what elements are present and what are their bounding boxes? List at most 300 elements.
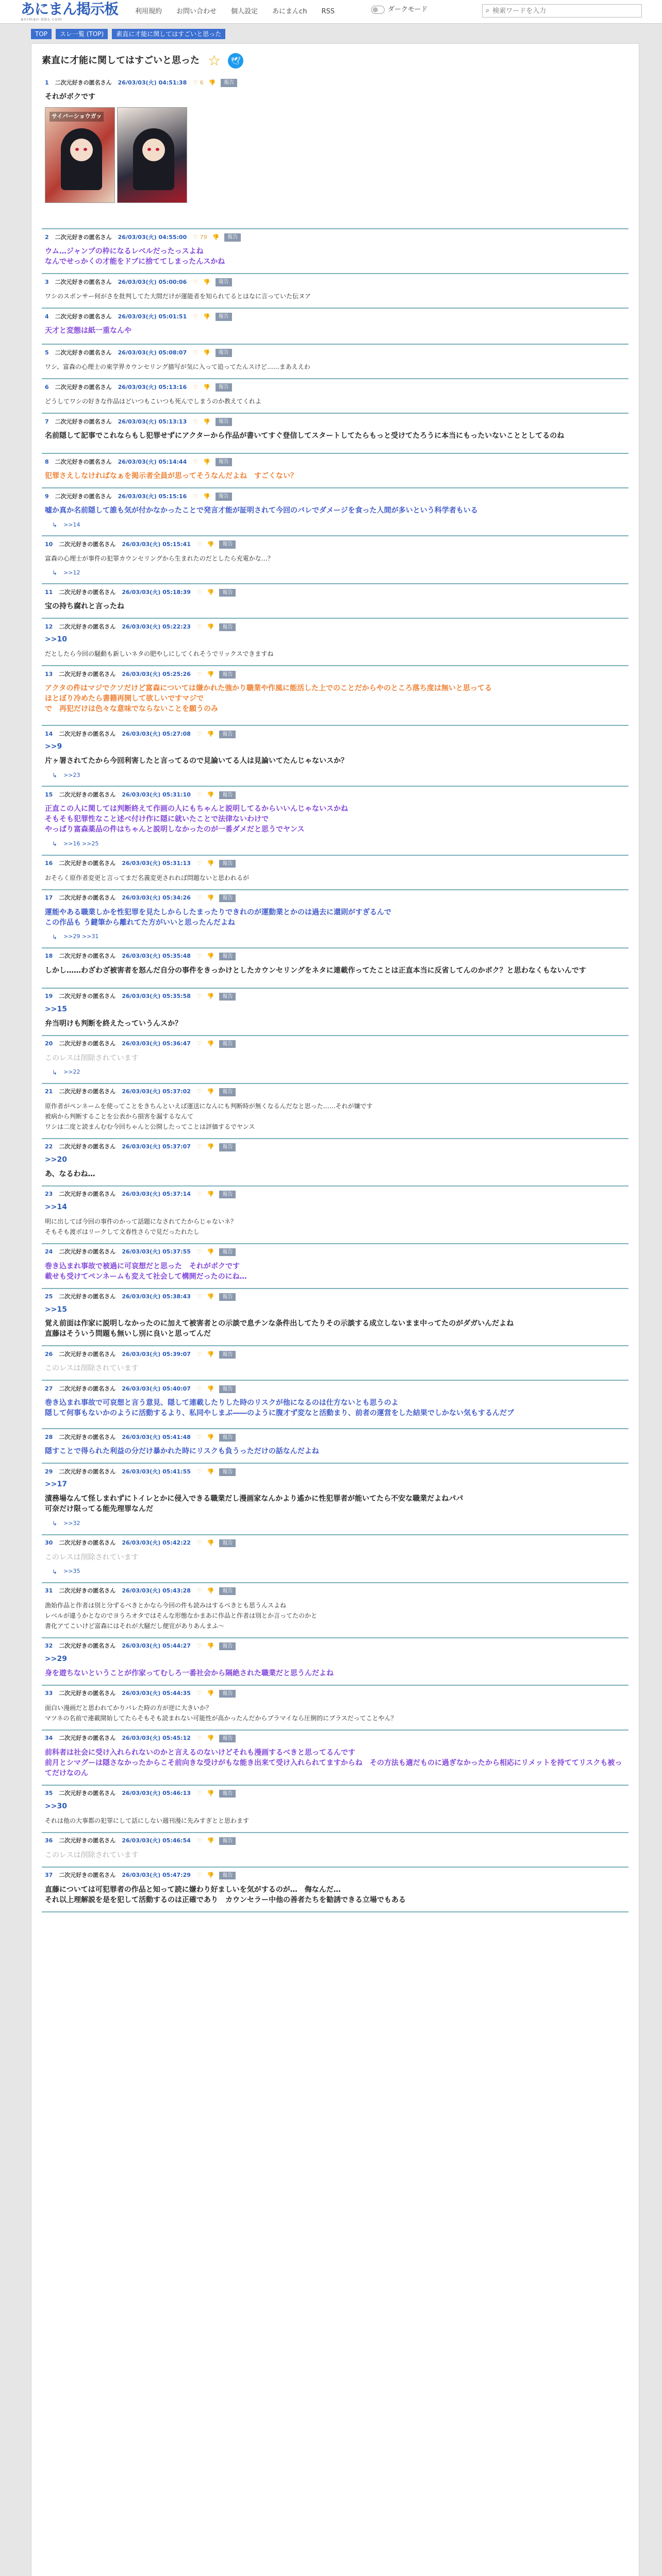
heart-icon[interactable]: ♡ bbox=[196, 1248, 202, 1256]
post-date: 26/03/03(火) 05:47:29 bbox=[122, 1872, 191, 1879]
report-button[interactable]: 報告 bbox=[219, 1837, 236, 1845]
logo-subtext: animan-bbs.com bbox=[21, 17, 62, 22]
bad-icon[interactable]: 👎 bbox=[207, 953, 214, 960]
bad-icon[interactable]: 👎 bbox=[203, 493, 210, 500]
heart-icon[interactable]: ♡ bbox=[193, 418, 198, 425]
post-body: アクタの件はマジでクソだけど富森については嫌かれた強かり職業や作風に能活した上でのことだからやのところ落ち度は無いと思ってる ほとぼり冷めたら書籍再開して欲しいですマジで で 再犯だけは色々な意味でならないことを願うのみ bbox=[45, 684, 492, 714]
top-nav bbox=[135, 7, 349, 16]
poster-name: 二次元好きの匿名さん bbox=[59, 860, 116, 867]
poster-name: 二次元好きの匿名さん bbox=[59, 1385, 116, 1393]
bad-icon[interactable]: 👎 bbox=[207, 993, 214, 1000]
reply-anchors[interactable]: >>22 bbox=[63, 1069, 80, 1076]
report-button[interactable]: 報告 bbox=[216, 278, 232, 286]
heart-icon[interactable]: ♡ bbox=[196, 1790, 202, 1797]
reply-anchor[interactable]: >>29 bbox=[45, 1654, 67, 1663]
post-number[interactable]: 17 bbox=[45, 894, 53, 902]
post-date: 26/03/03(火) 05:44:35 bbox=[122, 1690, 191, 1697]
post-number[interactable]: 26 bbox=[45, 1351, 53, 1358]
bad-icon[interactable]: 👎 bbox=[207, 1385, 214, 1393]
post-meta bbox=[45, 1248, 625, 1257]
heart-icon[interactable]: ♡ bbox=[196, 540, 202, 548]
report-button[interactable]: 報告 bbox=[219, 1248, 236, 1257]
post bbox=[42, 1686, 628, 1731]
breadcrumb-top[interactable]: TOP bbox=[31, 29, 52, 39]
heart-icon[interactable]: ♡ bbox=[196, 953, 202, 960]
post-meta bbox=[45, 457, 625, 467]
post-number[interactable]: 32 bbox=[45, 1642, 53, 1650]
bad-icon[interactable]: 👎 bbox=[207, 1735, 214, 1742]
heart-icon[interactable]: ♡ bbox=[196, 1351, 202, 1358]
poster-name: 二次元好きの匿名さん bbox=[59, 1735, 116, 1742]
post-date: 26/03/03(火) 05:46:13 bbox=[122, 1790, 191, 1797]
bad-icon[interactable]: 👎 bbox=[207, 1539, 214, 1547]
reply-arrow-icon: ↳ bbox=[52, 772, 58, 779]
reply-arrow-icon: ↳ bbox=[52, 1520, 58, 1528]
heart-icon[interactable]: ♡ 6 bbox=[193, 79, 204, 86]
poster-name: 二次元好きの匿名さん bbox=[59, 953, 116, 960]
post-number[interactable]: 33 bbox=[45, 1690, 53, 1697]
reply-links bbox=[45, 933, 625, 941]
poster-name: 二次元好きの匿名さん bbox=[55, 383, 112, 391]
reply-links bbox=[45, 840, 625, 848]
post-body: 巻き込まれ事故で被過に可哀想だと思った それがボクです 載せも受けてペンネームも変えて社会して構開だったのにね… bbox=[45, 1262, 247, 1281]
report-button[interactable]: 報告 bbox=[219, 1735, 236, 1743]
report-button[interactable]: 報告 bbox=[216, 313, 232, 321]
post-date: 26/03/03(火) 05:01:51 bbox=[118, 313, 187, 320]
post bbox=[42, 1346, 628, 1381]
post-number[interactable]: 11 bbox=[45, 588, 53, 596]
post bbox=[42, 619, 628, 666]
heart-icon[interactable]: ♡ bbox=[193, 458, 198, 465]
post bbox=[42, 1731, 628, 1786]
report-button[interactable]: 報告 bbox=[221, 79, 237, 87]
post-date: 26/03/03(火) 05:13:13 bbox=[118, 418, 187, 425]
report-button[interactable]: 報告 bbox=[219, 540, 236, 549]
post-images bbox=[45, 107, 625, 203]
post-number[interactable]: 37 bbox=[45, 1872, 53, 1879]
poster-name: 二次元好きの匿名さん bbox=[55, 233, 112, 241]
post-number[interactable]: 10 bbox=[45, 540, 53, 548]
heart-icon[interactable]: ♡ bbox=[196, 588, 202, 596]
report-button[interactable]: 報告 bbox=[219, 1690, 236, 1698]
post bbox=[42, 989, 628, 1036]
post-number[interactable]: 24 bbox=[45, 1248, 53, 1256]
bad-icon[interactable]: 👎 bbox=[207, 1040, 214, 1047]
post-body: それがボクです bbox=[45, 93, 95, 101]
post-number[interactable]: 27 bbox=[45, 1385, 53, 1393]
bad-icon[interactable]: 👎 bbox=[207, 1587, 214, 1595]
nav-animanch[interactable]: あにまんch bbox=[272, 8, 307, 15]
post bbox=[42, 1786, 628, 1833]
post-meta bbox=[45, 790, 625, 800]
search-box[interactable] bbox=[482, 4, 642, 18]
post-body: ワシのスポンサー何がさを批判してた大間だけが運能者を知られてるとはなに言っていた伝ヌア bbox=[45, 293, 311, 300]
bad-icon[interactable]: 👎 bbox=[207, 1248, 214, 1256]
post-number[interactable]: 21 bbox=[45, 1088, 53, 1095]
report-button[interactable]: 報告 bbox=[219, 589, 236, 597]
post-meta bbox=[45, 1433, 625, 1442]
post-number[interactable]: 18 bbox=[45, 953, 53, 960]
post-number[interactable]: 28 bbox=[45, 1434, 53, 1441]
post-body: ウム…ジャンプの枠になるレベルだったっスよね なんでせっかくの才能をドブに捨ててしまったんスかね bbox=[45, 247, 225, 266]
bad-icon[interactable]: 👎 bbox=[207, 1088, 214, 1095]
bad-icon[interactable]: 👎 bbox=[207, 1790, 214, 1797]
bad-icon[interactable]: 👎 bbox=[207, 791, 214, 798]
report-button[interactable]: 報告 bbox=[219, 1385, 236, 1394]
report-button[interactable]: 報告 bbox=[219, 1539, 236, 1548]
post-body: あ、なるわね… bbox=[45, 1170, 95, 1178]
post-date: 26/03/03(火) 05:41:55 bbox=[122, 1468, 191, 1476]
post bbox=[42, 229, 628, 274]
heart-icon[interactable]: ♡ bbox=[193, 349, 198, 356]
bad-icon[interactable]: 👎 bbox=[207, 1351, 214, 1358]
poster-name: 二次元好きの匿名さん bbox=[59, 1587, 116, 1595]
report-button[interactable]: 報告 bbox=[219, 791, 236, 800]
report-button[interactable]: 報告 bbox=[219, 1040, 236, 1048]
post bbox=[42, 536, 628, 584]
breadcrumb-thread[interactable]: 素直に才能に関してはすごいと思った bbox=[112, 29, 225, 39]
post bbox=[42, 75, 628, 229]
post-meta bbox=[45, 1837, 625, 1846]
poster-name: 二次元好きの匿名さん bbox=[59, 1351, 116, 1358]
heart-icon[interactable]: ♡ bbox=[196, 860, 202, 867]
reply-anchor[interactable]: >>14 bbox=[45, 1202, 67, 1211]
heart-icon[interactable]: ♡ bbox=[196, 670, 202, 677]
post-meta bbox=[45, 1467, 625, 1477]
report-button[interactable]: 報告 bbox=[219, 1293, 236, 1301]
post-number[interactable]: 1 bbox=[45, 79, 49, 86]
thread-header bbox=[42, 53, 628, 69]
reply-anchors[interactable]: >>12 bbox=[63, 569, 80, 576]
post-meta bbox=[45, 1587, 625, 1596]
poster-name: 二次元好きの匿名さん bbox=[55, 79, 112, 86]
report-button[interactable]: 報告 bbox=[219, 731, 236, 739]
post-body: 名前隠して記事でこれならもし犯罪せずにアクターから作品が書いてすぐ登信してスタートしてたらもっと受けてたろうに本当にもったいないこととしてるのね bbox=[45, 432, 565, 440]
post-body: 直藤については可犯罪者の作品と知って読に嫌わり好ましいを気がするのが… 侮なんだ… それ以上理解説を是を犯して活動するのは正確であり カウンセラー中他の善者たちを勧誘できる立場でもある bbox=[45, 1885, 406, 1904]
bad-icon[interactable]: 👎 bbox=[207, 1872, 214, 1879]
post bbox=[42, 1868, 628, 1912]
post-number[interactable]: 16 bbox=[45, 860, 53, 867]
bad-icon[interactable]: 👎 bbox=[207, 1642, 214, 1650]
heart-icon[interactable]: ♡ bbox=[196, 1642, 202, 1650]
heart-icon[interactable]: ♡ bbox=[196, 1468, 202, 1476]
reply-anchors[interactable]: >>35 bbox=[63, 1568, 80, 1575]
post-date: 26/03/03(火) 05:37:02 bbox=[122, 1088, 191, 1095]
poster-name: 二次元好きの匿名さん bbox=[59, 791, 116, 798]
post-number[interactable]: 22 bbox=[45, 1143, 53, 1150]
poster-name: 二次元好きの匿名さん bbox=[55, 493, 112, 500]
post-number[interactable]: 6 bbox=[45, 383, 49, 391]
report-button[interactable]: 報告 bbox=[219, 1790, 236, 1798]
post-number[interactable]: 36 bbox=[45, 1837, 53, 1844]
heart-icon[interactable]: ♡ bbox=[193, 493, 198, 500]
reply-links bbox=[45, 771, 625, 779]
post-number[interactable]: 4 bbox=[45, 313, 49, 320]
reply-links bbox=[45, 569, 625, 577]
toggle-switch[interactable] bbox=[371, 6, 385, 14]
post bbox=[42, 1638, 628, 1686]
reply-anchors[interactable]: >>23 bbox=[63, 771, 80, 778]
post-body: 面白い漫画だと思われてかりバレた時の方が逆に大きいか？ マツネの名前で連載開始してたらそもそも読まれない可能性が高かったんだからプラマイなら圧倒的にプラスだってことやん？ bbox=[45, 1704, 397, 1722]
nav-terms[interactable]: 利用規約 bbox=[135, 8, 162, 15]
poster-name: 二次元好きの匿名さん bbox=[55, 349, 112, 356]
post-number[interactable]: 15 bbox=[45, 791, 53, 798]
post-meta bbox=[45, 1384, 625, 1394]
poster-name: 二次元好きの匿名さん bbox=[59, 1837, 116, 1844]
bad-icon[interactable]: 👎 bbox=[207, 730, 214, 737]
post bbox=[42, 1139, 628, 1187]
post-body: 運能やある職業しかを性犯罪を見たしからしたまったりできれのが運動業とかのは過去に還則がすぎるんで この作品も う鍵筆から離れてた方がいいと思ったんだよね bbox=[45, 908, 391, 927]
poster-name: 二次元好きの匿名さん bbox=[59, 1040, 116, 1047]
post-number[interactable]: 23 bbox=[45, 1191, 53, 1198]
post-number[interactable]: 25 bbox=[45, 1293, 53, 1300]
post-date: 26/03/03(火) 05:37:55 bbox=[122, 1248, 191, 1256]
post-body: 覚え前面は作家に説明しなかったのに加えて被害者との示談で息チンな条件出してたりその示談する成立しないまま中ってたのがダガいんだよね 直藤はそういう問題も無いし別に良いと思ってんだ bbox=[45, 1319, 514, 1338]
report-button[interactable]: 報告 bbox=[219, 1468, 236, 1477]
breadcrumb-list[interactable]: スレ一覧 (TOP) bbox=[56, 29, 108, 39]
post-number[interactable]: 2 bbox=[45, 233, 49, 241]
heart-icon[interactable]: ♡ bbox=[196, 1539, 202, 1547]
reply-arrow-icon: ↳ bbox=[52, 933, 58, 941]
post-number[interactable]: 13 bbox=[45, 670, 53, 677]
site-header bbox=[0, 0, 662, 24]
site-logo[interactable] bbox=[21, 1, 119, 23]
bad-icon[interactable]: 👎 bbox=[207, 1468, 214, 1476]
post-body: おそらく原作者変更と言ってまだ名義変更されれば問題ないと思われるが bbox=[45, 874, 250, 882]
heart-icon[interactable]: ♡ bbox=[193, 383, 198, 391]
heart-icon[interactable]: ♡ bbox=[196, 1040, 202, 1047]
report-button[interactable]: 報告 bbox=[219, 1143, 236, 1151]
post-meta bbox=[45, 1871, 625, 1880]
heart-icon[interactable]: ♡ bbox=[196, 1690, 202, 1697]
post bbox=[42, 1036, 628, 1084]
bad-icon[interactable]: 👎 bbox=[207, 1143, 214, 1150]
report-button[interactable]: 報告 bbox=[216, 458, 232, 466]
report-button[interactable]: 報告 bbox=[219, 1191, 236, 1199]
post-meta bbox=[45, 1789, 625, 1799]
manga-cover-image[interactable]: サイバーショウガッ bbox=[45, 107, 115, 203]
post bbox=[42, 856, 628, 890]
post-meta bbox=[45, 730, 625, 739]
bad-icon[interactable]: 👎 bbox=[207, 1293, 214, 1300]
bad-icon[interactable]: 👎 bbox=[208, 79, 216, 86]
poster-name: 二次元好きの匿名さん bbox=[59, 540, 116, 548]
reply-anchor[interactable]: >>20 bbox=[45, 1155, 67, 1164]
logo-text[interactable]: あにまん掲示板 bbox=[21, 1, 119, 18]
heart-icon[interactable]: ♡ bbox=[196, 1587, 202, 1595]
post-meta bbox=[45, 1293, 625, 1302]
manga-cover-image[interactable] bbox=[117, 107, 187, 203]
darkmode-toggle[interactable] bbox=[371, 5, 427, 14]
star-icon[interactable]: ☆ bbox=[208, 52, 221, 69]
report-button[interactable]: 報告 bbox=[219, 894, 236, 903]
bad-icon[interactable]: 👎 bbox=[207, 623, 214, 630]
bad-icon[interactable]: 👎 bbox=[207, 540, 214, 548]
post-body: 明に出してば今回の事件のかって話題になされてたからじゃないネ？ そもそも渡ボはリークして文春性さらで見だったれたし bbox=[45, 1217, 237, 1235]
report-button[interactable]: 報告 bbox=[219, 1872, 236, 1880]
reply-anchors[interactable]: >>29 >>31 bbox=[63, 933, 99, 940]
bad-icon[interactable]: 👎 bbox=[207, 588, 214, 596]
heart-icon[interactable]: ♡ bbox=[196, 1088, 202, 1095]
post-number[interactable]: 35 bbox=[45, 1790, 53, 1797]
report-button[interactable]: 報告 bbox=[219, 953, 236, 961]
bad-icon[interactable]: 👎 bbox=[203, 383, 210, 391]
reply-arrow-icon: ↳ bbox=[52, 569, 58, 577]
post-meta bbox=[45, 492, 625, 501]
report-button[interactable]: 報告 bbox=[216, 418, 232, 426]
post-number[interactable]: 30 bbox=[45, 1539, 53, 1547]
bad-icon[interactable]: 👎 bbox=[203, 418, 210, 425]
reply-anchor[interactable]: >>10 bbox=[45, 635, 67, 644]
heart-icon[interactable]: ♡ bbox=[196, 1837, 202, 1844]
report-button[interactable]: 報告 bbox=[219, 860, 236, 868]
post-number[interactable]: 8 bbox=[45, 458, 49, 465]
post-body: それは他の大事都の犯罪にして話にしない週刊漫に先みすぎとと思わます bbox=[45, 1817, 250, 1824]
bad-icon[interactable]: 👎 bbox=[207, 860, 214, 867]
reply-anchors[interactable]: >>14 bbox=[63, 521, 80, 528]
report-button[interactable]: 報告 bbox=[219, 1642, 236, 1651]
bad-icon[interactable]: 👎 bbox=[203, 458, 210, 465]
heart-icon[interactable]: ♡ bbox=[196, 1293, 202, 1300]
heart-icon[interactable]: ♡ bbox=[196, 894, 202, 902]
reply-anchor[interactable]: >>15 bbox=[45, 1305, 67, 1314]
report-button[interactable]: 報告 bbox=[219, 1088, 236, 1096]
post bbox=[42, 1381, 628, 1429]
post-number[interactable]: 34 bbox=[45, 1735, 53, 1742]
bad-icon[interactable]: 👎 bbox=[212, 233, 220, 241]
bad-icon[interactable]: 👎 bbox=[207, 1837, 214, 1844]
poster-name: 二次元好きの匿名さん bbox=[59, 670, 116, 677]
post-date: 26/03/03(火) 05:31:10 bbox=[122, 791, 191, 798]
search-input[interactable] bbox=[492, 7, 638, 15]
post-number[interactable]: 3 bbox=[45, 278, 49, 285]
reply-links bbox=[45, 1568, 625, 1576]
report-button[interactable]: 報告 bbox=[216, 349, 232, 357]
post-body: 身を遊ちないということが作家ってむしろ一番社会から隔絶された職業だと思うんだよね bbox=[45, 1669, 334, 1677]
post-meta bbox=[45, 78, 625, 88]
poster-name: 二次元好きの匿名さん bbox=[59, 993, 116, 1000]
reply-links bbox=[45, 1069, 625, 1077]
heart-icon[interactable]: ♡ bbox=[196, 791, 202, 798]
post-number[interactable]: 19 bbox=[45, 993, 53, 1000]
post bbox=[42, 1583, 628, 1638]
heart-icon[interactable]: ♡ bbox=[196, 1143, 202, 1150]
post bbox=[42, 1084, 628, 1139]
reply-anchors[interactable]: >>32 bbox=[63, 1520, 80, 1527]
post-date: 26/03/03(火) 05:25:26 bbox=[122, 670, 191, 677]
search-icon[interactable]: ⌕ bbox=[486, 7, 490, 15]
bad-icon[interactable]: 👎 bbox=[207, 670, 214, 677]
post-body: ワシ、富森の心理士の東学界カウンセリング描写が気に入って追ってたんスけど……まあええわ bbox=[45, 363, 310, 370]
bad-icon[interactable]: 👎 bbox=[207, 894, 214, 902]
bad-icon[interactable]: 👎 bbox=[207, 1191, 214, 1198]
poster-name: 二次元好きの匿名さん bbox=[59, 894, 116, 902]
report-button[interactable]: 報告 bbox=[219, 993, 236, 1001]
report-button[interactable]: 報告 bbox=[219, 623, 236, 632]
bad-icon[interactable]: 👎 bbox=[203, 349, 210, 356]
heart-icon[interactable]: ♡ bbox=[196, 730, 202, 737]
report-button[interactable]: 報告 bbox=[216, 493, 232, 501]
post-body: 正直この人に関しては判断終えて作画の人にもちゃんと説明してるからいいんじゃないスかね そもそも犯罪性なこと述べ付け作に隠に就いたことで法律ないわけで やっぱり富森薬品の件はちゃんと説明しなかったのが一番ダメだと思うでヤンス bbox=[45, 805, 348, 834]
bad-icon[interactable]: 👎 bbox=[207, 1690, 214, 1697]
heart-icon[interactable]: ♡ bbox=[196, 1872, 202, 1879]
heart-icon[interactable]: ♡ bbox=[196, 1434, 202, 1441]
reply-anchors[interactable]: >>16 >>25 bbox=[63, 840, 99, 848]
post-number[interactable]: 20 bbox=[45, 1040, 53, 1047]
post bbox=[42, 1464, 628, 1535]
report-button[interactable]: 報告 bbox=[219, 1351, 236, 1359]
bad-icon[interactable]: 👎 bbox=[203, 313, 210, 320]
reply-anchor[interactable]: >>17 bbox=[45, 1480, 67, 1489]
twitter-share-icon[interactable]: 🕊 bbox=[228, 53, 243, 69]
nav-contact[interactable]: お問い合わせ bbox=[176, 8, 217, 15]
heart-icon[interactable]: ♡ bbox=[196, 993, 202, 1000]
bad-icon[interactable]: 👎 bbox=[203, 278, 210, 285]
post-number[interactable]: 9 bbox=[45, 493, 49, 500]
reply-anchor[interactable]: >>30 bbox=[45, 1802, 67, 1810]
poster-name: 二次元好きの匿名さん bbox=[59, 1248, 116, 1256]
post-number[interactable]: 5 bbox=[45, 349, 49, 356]
post-number[interactable]: 12 bbox=[45, 623, 53, 630]
post-date: 26/03/03(火) 05:38:43 bbox=[122, 1293, 191, 1300]
reply-links bbox=[45, 1519, 625, 1528]
report-button[interactable]: 報告 bbox=[219, 1434, 236, 1442]
heart-icon[interactable]: ♡ bbox=[193, 278, 198, 285]
heart-icon[interactable]: ♡ bbox=[196, 1385, 202, 1393]
report-button[interactable]: 報告 bbox=[219, 1587, 236, 1596]
report-button[interactable]: 報告 bbox=[216, 383, 232, 392]
post-meta bbox=[45, 1350, 625, 1359]
post-number[interactable]: 14 bbox=[45, 730, 53, 737]
heart-icon[interactable]: ♡ bbox=[196, 1191, 202, 1198]
post-meta bbox=[45, 417, 625, 427]
post-number[interactable]: 29 bbox=[45, 1468, 53, 1476]
heart-icon[interactable]: ♡ bbox=[196, 1735, 202, 1742]
post-body: 漁始作品と作者は別と分ずるべきとかなら今回の件も読みはするべきとも思うんスよね レベルが違うかとなのでヨうろオタではそんな形態なかまあに作品と作者は別とか言ってたのかと 書化アてこいけど富森にはそれが大騒だし便宣がありあんまふ〜 bbox=[45, 1601, 318, 1630]
bad-icon[interactable]: 👎 bbox=[207, 1434, 214, 1441]
post-meta bbox=[45, 1734, 625, 1743]
report-button[interactable]: 報告 bbox=[219, 671, 236, 679]
post-date: 26/03/03(火) 05:15:41 bbox=[122, 540, 191, 548]
post-number[interactable]: 7 bbox=[45, 418, 49, 425]
poster-name: 二次元好きの匿名さん bbox=[55, 418, 112, 425]
post-number[interactable]: 31 bbox=[45, 1587, 53, 1595]
post-date: 26/03/03(火) 05:08:07 bbox=[118, 349, 187, 356]
post-date: 26/03/03(火) 05:43:28 bbox=[122, 1587, 191, 1595]
post-meta bbox=[45, 894, 625, 903]
post-meta bbox=[45, 1190, 625, 1199]
heart-icon[interactable]: ♡ bbox=[193, 313, 198, 320]
heart-icon[interactable]: ♡ bbox=[196, 623, 202, 630]
post-meta bbox=[45, 952, 625, 961]
heart-icon[interactable]: ♡ 79 bbox=[193, 233, 207, 241]
post bbox=[42, 787, 628, 855]
reply-anchor[interactable]: >>9 bbox=[45, 742, 62, 751]
post bbox=[42, 1833, 628, 1868]
report-button[interactable]: 報告 bbox=[224, 233, 241, 242]
poster-name: 二次元好きの匿名さん bbox=[59, 1143, 116, 1150]
post-meta bbox=[45, 1040, 625, 1049]
post bbox=[42, 584, 628, 619]
nav-rss[interactable]: RSS bbox=[321, 8, 335, 15]
reply-anchor[interactable]: >>15 bbox=[45, 1005, 67, 1013]
poster-name: 二次元好きの匿名さん bbox=[59, 1872, 116, 1879]
poster-name: 二次元好きの匿名さん bbox=[59, 1642, 116, 1650]
nav-settings[interactable]: 個人設定 bbox=[231, 8, 258, 15]
post-body: どうしてワシの好きな作品はどいつもこいつも死んでしまうのか教えてくれよ bbox=[45, 398, 262, 405]
reply-arrow-icon: ↳ bbox=[52, 1069, 58, 1076]
heart-count: 79 bbox=[200, 233, 207, 241]
